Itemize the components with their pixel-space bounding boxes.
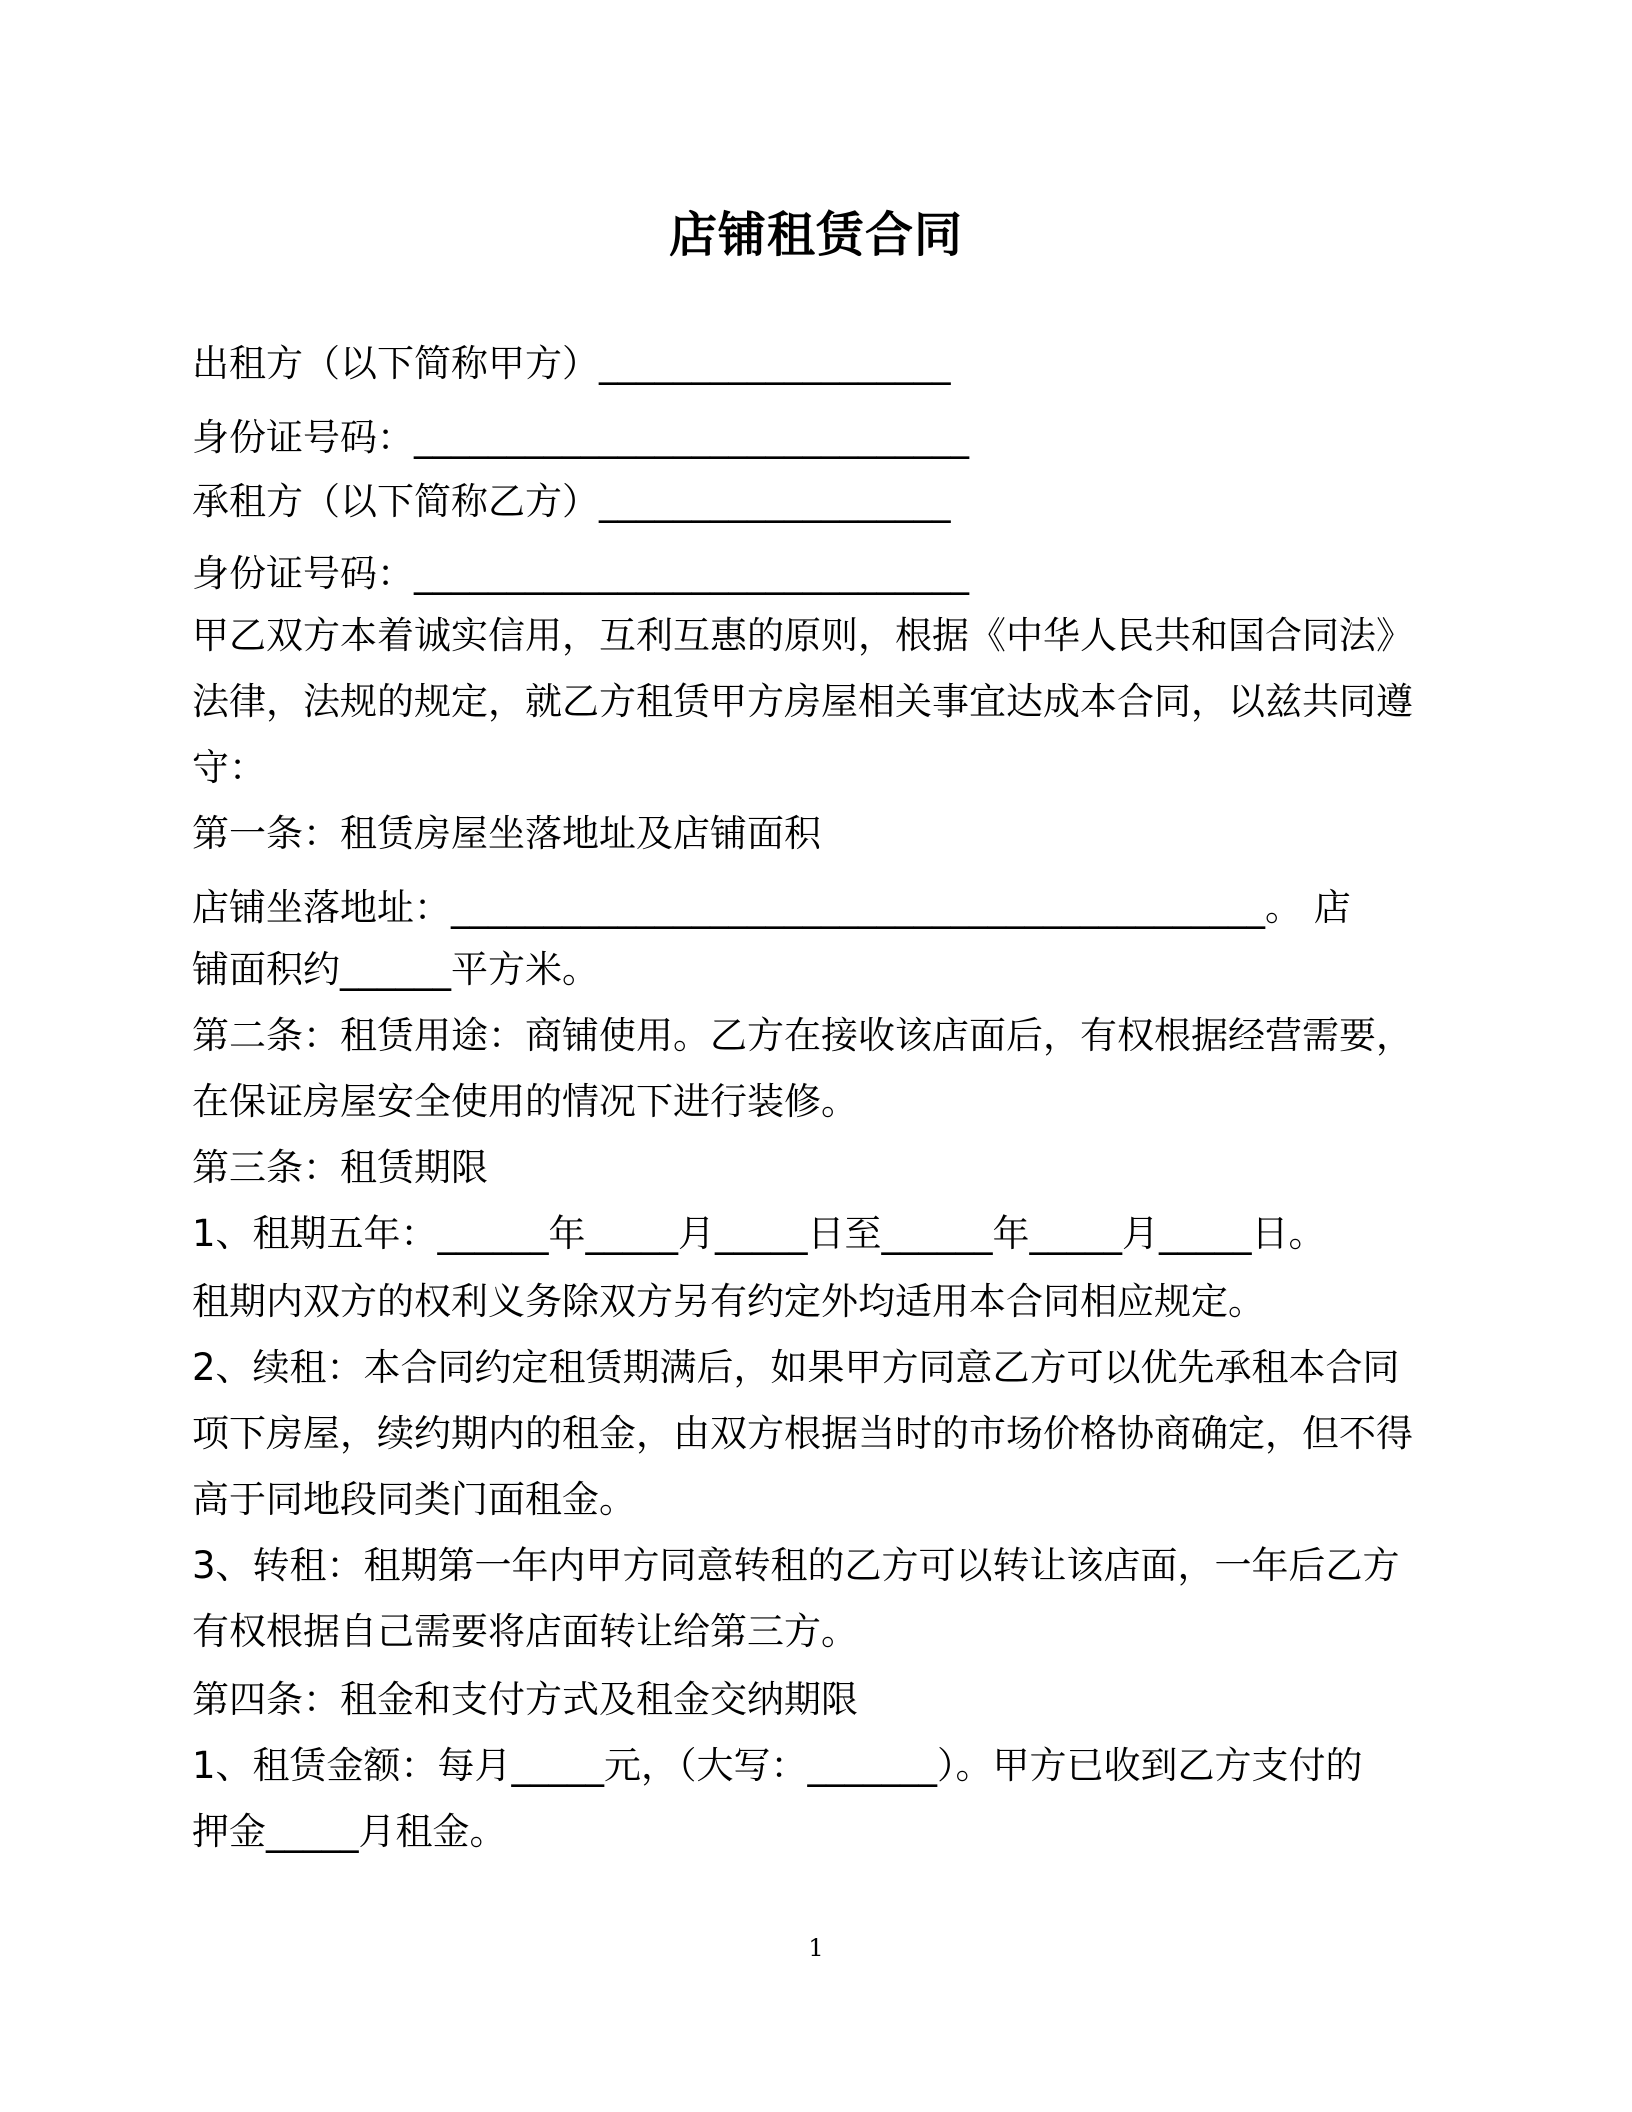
deposit-line: 押金_____月租金。: [192, 1810, 507, 1853]
lessor-name-line: 出租方（以下简称甲方）___________________: [192, 342, 951, 385]
shop-area-line: 铺面积约______平方米。: [192, 948, 599, 991]
lessee-id-line: 身份证号码：______________________________: [192, 552, 969, 595]
renewal-line-2: 项下房屋，续约期内的租金，由双方根据当时的市场价格协商确定，但不得: [192, 1412, 1413, 1455]
sublease-line-1: 3、转租：租期第一年内甲方同意转租的乙方可以转让该店面，一年后乙方: [192, 1544, 1400, 1587]
article-4-heading: 第四条：租金和支付方式及租金交纳期限: [192, 1678, 858, 1721]
sublease-line-2: 有权根据自己需要将店面转让给第三方。: [192, 1610, 858, 1653]
article-2-line-1: 第二条：租赁用途：商铺使用。乙方在接收该店面后，有权根据经营需要，: [192, 1014, 1413, 1057]
shop-address-line: 店铺坐落地址：____________________________________________。 店: [192, 886, 1351, 929]
article-1-heading: 第一条：租赁房屋坐落地址及店铺面积: [192, 812, 821, 855]
renewal-line-1: 2、续租：本合同约定租赁期满后，如果甲方同意乙方可以优先承租本合同: [192, 1346, 1400, 1389]
page-number: 1: [808, 1934, 824, 1962]
preamble-line-3: 守：: [192, 746, 266, 789]
preamble-line-1: 甲乙双方本着诚实信用，互利互惠的原则，根据《中华人民共和国合同法》: [192, 614, 1413, 657]
article-3-heading: 第三条：租赁期限: [192, 1146, 488, 1189]
lessee-name-line: 承租方（以下简称乙方）___________________: [192, 480, 951, 523]
article-2-line-2: 在保证房屋安全使用的情况下进行装修。: [192, 1080, 858, 1123]
preamble-line-2: 法律，法规的规定，就乙方租赁甲方房屋相关事宜达成本合同，以兹共同遵: [192, 680, 1413, 723]
rent-amount-line: 1、租赁金额：每月_____元，（大写：_______）。甲方已收到乙方支付的: [192, 1744, 1363, 1787]
renewal-line-3: 高于同地段同类门面租金。: [192, 1478, 636, 1521]
document-title: 店铺租赁合同: [668, 207, 963, 263]
lease-term-note-line: 租期内双方的权利义务除双方另有约定外均适用本合同相应规定。: [192, 1280, 1265, 1323]
lessor-id-line: 身份证号码：______________________________: [192, 416, 969, 459]
lease-term-line: 1、租期五年：______年_____月_____日至______年_____月_____日。: [192, 1212, 1326, 1255]
